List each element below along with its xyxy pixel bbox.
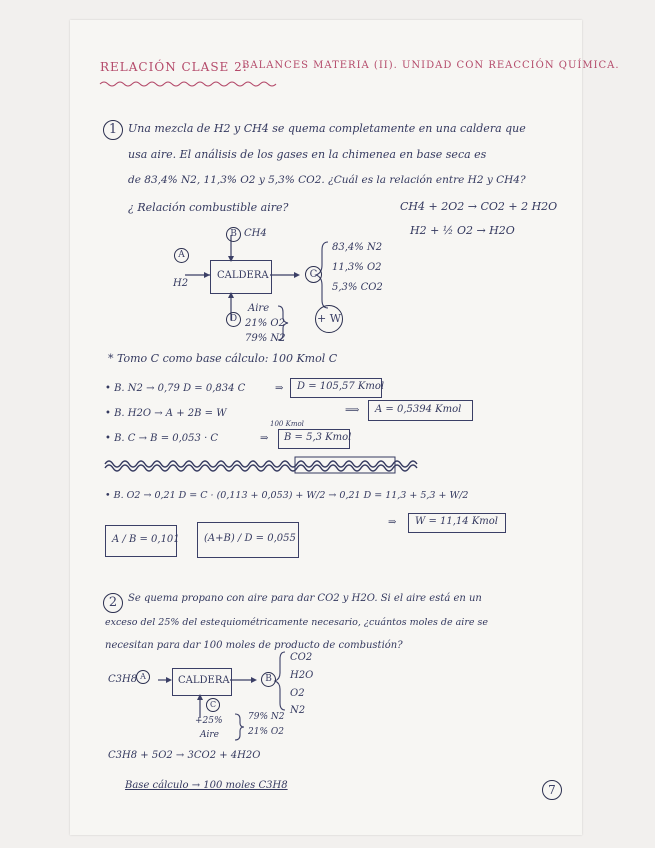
problem2-line2: exceso del 25% del estequiométricamente necesario, ¿cuántos moles de aire se bbox=[105, 617, 489, 628]
stream-d-label: Aire bbox=[248, 303, 270, 314]
arrow-n2: ⇒ bbox=[275, 383, 284, 394]
air-excess-label: +25% bbox=[195, 716, 223, 726]
diagram2-arrows bbox=[70, 20, 582, 835]
stream2-c-circle: C bbox=[206, 698, 220, 712]
problem1-basis: * Tomo C como base cálculo: 100 Kmol C bbox=[108, 352, 338, 365]
reaction-ch4: CH4 + 2O2 → CO2 + 2 H2O bbox=[400, 200, 558, 213]
stream-c-circle: C bbox=[305, 266, 322, 283]
problem2-line3: necesitan para dar 100 moles de producto de combustión? bbox=[105, 640, 403, 651]
stream-c-line1: 83,4% N2 bbox=[332, 242, 383, 253]
product-h2o: H2O bbox=[290, 670, 314, 681]
product-n2: N2 bbox=[290, 705, 306, 716]
result-n2: D = 105,57 Kmol bbox=[297, 381, 385, 392]
page-number: 7 bbox=[542, 780, 562, 800]
problem1-line2: usa aire. El análisis de los gases en la chimenea en base seca es bbox=[128, 148, 487, 161]
caldera2-label: CALDERA bbox=[178, 675, 230, 686]
product-co2: CO2 bbox=[290, 652, 313, 663]
air-label: Aire bbox=[200, 730, 220, 740]
problem2-basis: Base cálculo → 100 moles C3H8 bbox=[125, 780, 288, 791]
balance-h2o: • B. H2O → A + 2B = W bbox=[105, 408, 227, 419]
air-o2: 21% O2 bbox=[248, 727, 284, 737]
balance-c: • B. C → B = 0,053 · C bbox=[105, 433, 219, 444]
stream-b-label: CH4 bbox=[244, 228, 267, 239]
ratio2: (A+B) / D = 0,055 bbox=[204, 533, 296, 544]
caldera2-box bbox=[172, 668, 232, 696]
problem2-number: 2 bbox=[103, 593, 123, 613]
balance-o2: • B. O2 → 0,21 D = C · (0,113 + 0,053) + W/2 → 0,21 D = 11,3 + 5,3 + W/2 bbox=[105, 490, 469, 501]
result-h2o: A = 0,5394 Kmol bbox=[375, 404, 462, 415]
result-c: B = 5,3 Kmol bbox=[284, 432, 352, 443]
feed-c3h8: C3H8 bbox=[108, 674, 138, 685]
problem1-line1: Una mezcla de H2 y CH4 se quema completamente en una caldera que bbox=[128, 122, 526, 135]
page-subtitle: BALANCES MATERIA (II). UNIDAD CON REACCIÓN QUÍMICA. bbox=[242, 60, 620, 71]
ratio1: A / B = 0,101 bbox=[112, 534, 180, 545]
notebook-page bbox=[70, 20, 620, 835]
problem1-line3: de 83,4% N2, 11,3% O2 y 5,3% CO2. ¿Cuál es la relación entre H2 y CH4? bbox=[128, 174, 526, 186]
arrow-h2o: ⟹ bbox=[345, 405, 360, 416]
problem2-reaction: C3H8 + 5O2 → 3CO2 + 4H2O bbox=[108, 750, 261, 761]
stream2-b-circle: B bbox=[261, 672, 276, 687]
stream-a-label: H2 bbox=[173, 278, 189, 289]
caldera-label: CALDERA bbox=[217, 270, 269, 281]
problem1-number: 1 bbox=[103, 120, 123, 140]
problem2-line1: Se quema propano con aire para dar CO2 y H2O. Si el aire está en un bbox=[128, 593, 482, 604]
page-title: RELACIÓN CLASE 2: bbox=[100, 60, 248, 74]
balance-n2: • B. N2 → 0,79 D = 0,834 C bbox=[105, 383, 246, 394]
stream-b-circle: B bbox=[226, 227, 241, 242]
stream-c-line2: 11,3% O2 bbox=[332, 262, 382, 273]
reaction-h2: H2 + ½ O2 → H2O bbox=[410, 224, 515, 237]
stream-c-line3: 5,3% CO2 bbox=[332, 282, 383, 293]
stream2-a-circle: A bbox=[136, 670, 150, 684]
stream-d-line1: 21% O2 bbox=[245, 318, 285, 329]
result-o2: W = 11,14 Kmol bbox=[415, 516, 498, 527]
air-n2: 79% N2 bbox=[248, 712, 285, 722]
stream-d-line2: 79% N2 bbox=[245, 333, 286, 344]
note-100-kmol: 100 Kmol bbox=[270, 420, 304, 428]
stream-a-circle: A bbox=[174, 248, 189, 263]
product-o2: O2 bbox=[290, 688, 305, 699]
arrow-o2: ⇒ bbox=[388, 517, 397, 528]
problem1-line4: ¿ Relación combustible aire? bbox=[128, 201, 289, 214]
stream-d-circle: D bbox=[226, 312, 241, 327]
stream-w-circle: + W bbox=[315, 305, 343, 333]
arrow-c: ⇒ bbox=[260, 433, 269, 444]
